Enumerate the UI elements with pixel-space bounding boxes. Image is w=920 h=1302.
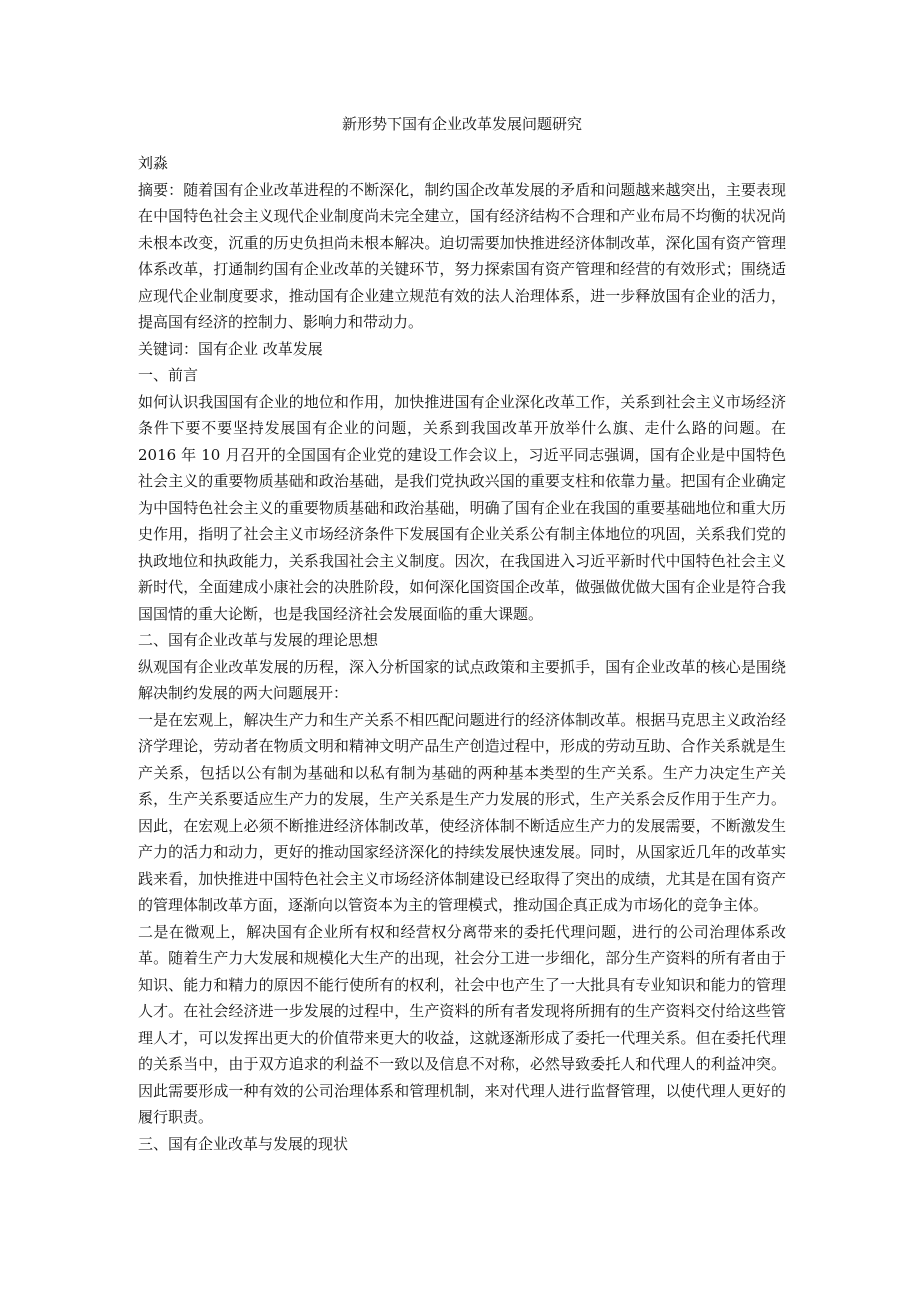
section-heading-theory: 二、国有企业改革与发展的理论思想 xyxy=(138,631,379,649)
section-heading-status: 三、国有企业改革与发展的现状 xyxy=(138,1134,349,1153)
theory-point-macro-paragraph: 一是在宏观上，解决生产力和生产关系不相匹配问题进行的经济体制改革。根据马克思主义政治经济学理论，劳动者在物质文明和精神文明产品生产创造过程中，形成的劳动互助、合作关系就是生产关系，包括以公有制为基础和以私有制为基础的两种基本类型的生产关系。生产力决定生产关系，生产关系要适应生产力的发展，生产关系是生产力发展的形式，生产关系会反作用于生产力。因此，在宏观上必须不断推进经济体制改革，使经济体制不断适应生产力的发展需要，不断激发生产力的活力和动力，更好的推动国家经济深化的持续发展快速发展。同时，从国家近几年的改革实践来看，加快推进中国特色社会主义市场经济体制建设已经取得了突出的成绩，尤其是在国有资产的管理体制改革方面，逐渐向以管资本为主的管理模式，推动国企真正成为市场化的竞争主体。 xyxy=(138,710,786,914)
document-title: 新形势下国有企业改革发展问题研究 xyxy=(341,115,582,133)
document-page xyxy=(138,112,786,1157)
keywords-line: 关键词：国有企业 改革发展 xyxy=(138,339,323,358)
theory-point-micro-paragraph: 二是在微观上，解决国有企业所有权和经营权分离带来的委托代理问题，进行的公司治理体系改革。随着生产力大发展和规模化大生产的出现，社会分工进一步细化，部分生产资料的所有者由于知识、能力和精力的原因不能行使所有的权利，社会中也产生了一大批具有专业知识和能力的管理人才。在社会经济进一步发展的过程中，生产资料的所有者发现将所拥有的生产资料交付给这些管理人才，可以发挥出更大的价值带来更大的收益，这就逐渐形成了委托一代理关系。但在委托代理的关系当中，由于双方追求的利益不一致以及信息不对称，必然导致委托人和代理人的利益冲突。因此需要形成一种有效的公司治理体系和管理机制，来对代理人进行监督管理，以使代理人更好的履行职责。 xyxy=(138,922,786,1126)
author-name: 刘淼 xyxy=(138,154,169,172)
abstract-paragraph: 摘要：随着国有企业改革进程的不断深化，制约国企改革发展的矛盾和问题越来越突出，主要表现在中国特色社会主义现代企业制度尚未完全建立，国有经济结构不合理和产业布局不均衡的状况尚未根本改变，沉重的历史负担尚未根本解决。迫切需要加快推进经济体制改革，深化国有资产管理体系改革，打通制约国有企业改革的关键环节，努力探索国有资产管理和经营的有效形式；围绕适应现代企业制度要求，推动国有企业建立规范有效的法人治理体系，进一步释放国有企业的活力，提高国有经济的控制力、影响力和带动力。 xyxy=(138,180,786,331)
theory-intro-paragraph: 纵观国有企业改革发展的历程，深入分析国家的试点政策和主要抓手，国有企业改革的核心是围绕解决制约发展的两大问题展开： xyxy=(138,657,786,702)
section-heading-preface: 一、前言 xyxy=(138,366,199,384)
preface-paragraph: 如何认识我国国有企业的地位和作用，加快推进国有企业深化改革工作，关系到社会主义市场经济条件下要不要坚持发展国有企业的问题，关系到我国改革开放举什么旗、走什么路的问题。在 2016 年 10 月召开的全国国有企业党的建设工作会议上，习近平同志强调，国有企业是中国特色社会主义的重要物质基础和政治基础，是我们党执政兴国的重要支柱和依靠力量。把国有企业确定为中国特色社会主义的重要物质基础和政治基础，明确了国有企业在我国的重要基础地位和重大历史作用，指明了社会主义市场经济条件下发展国有企业关系公有制主体地位的巩固，关系我们党的执政地位和执政能力，关系我国社会主义制度。因次，在我国进入习近平新时代中国特色社会主义新时代，全面建成小康社会的决胜阶段，如何深化国资国企改革，做强做优做大国有企业是符合我国国情的重大论断，也是我国经济社会发展面临的重大课题。 xyxy=(138,392,786,623)
